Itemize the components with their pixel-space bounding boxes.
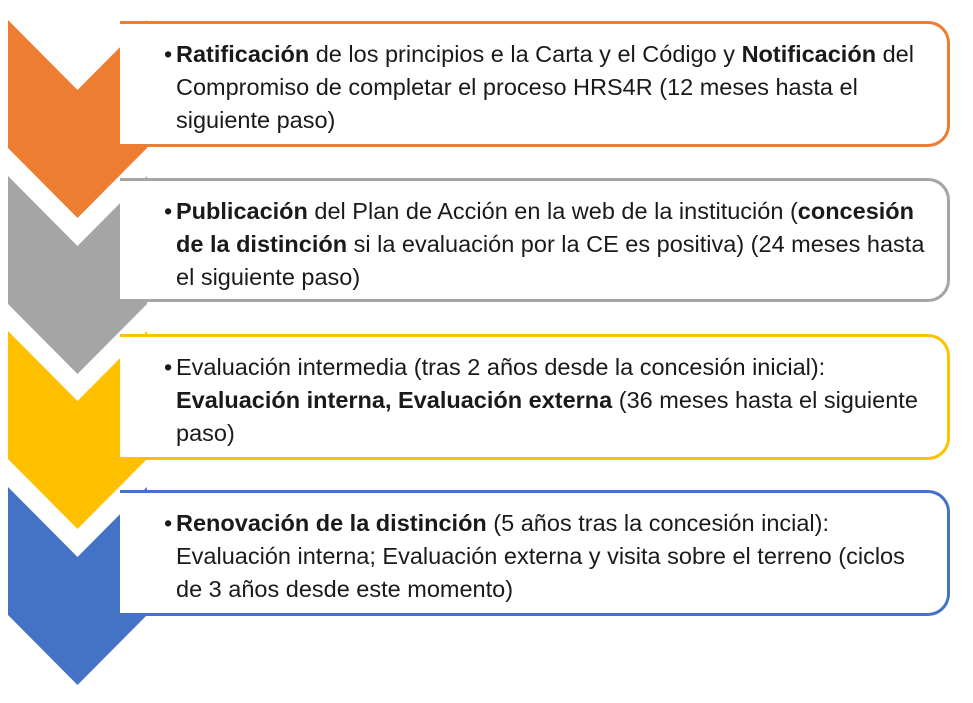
step-2-card: [120, 178, 950, 302]
bullet: •: [164, 41, 173, 67]
text: del Compromiso de completar el proceso HRS4R (12 meses hasta el siguiente paso): [176, 41, 914, 133]
bold-text: concesión de la distinción: [176, 198, 915, 257]
step-1-text: [164, 38, 937, 137]
text: del Plan de Acción en la web de la institución (: [307, 198, 798, 224]
text: de los principios e la Carta y el Código y: [309, 41, 742, 67]
text: si la evaluación por la CE es positiva) (24 meses hasta el siguiente paso): [176, 231, 925, 290]
bold-text: Ratificación: [176, 41, 310, 67]
text: Evaluación intermedia (tras 2 años desde la concesión inicial):: [176, 354, 826, 380]
bold-text: Publicación: [176, 198, 308, 224]
bullet: •: [164, 198, 173, 224]
text: (36 meses hasta el siguiente paso): [176, 387, 918, 446]
step-3-text: [164, 351, 937, 450]
step-1-card: [120, 21, 950, 147]
step-4-text: [164, 507, 937, 606]
step-3-card: [120, 334, 950, 460]
text: (5 años tras la concesión incial): Evaluación interna; Evaluación externa y visita sobre el terreno (ciclos de 3 años desde este momento): [176, 510, 905, 602]
bullet: •: [164, 354, 173, 380]
step-2-text: [164, 195, 937, 294]
bullet: •: [164, 510, 173, 536]
bold-text: Notificación: [741, 41, 877, 67]
bold-text: Evaluación interna, Evaluación externa: [176, 387, 613, 413]
bold-text: Renovación de la distinción: [176, 510, 487, 536]
step-4-card: [120, 490, 950, 616]
